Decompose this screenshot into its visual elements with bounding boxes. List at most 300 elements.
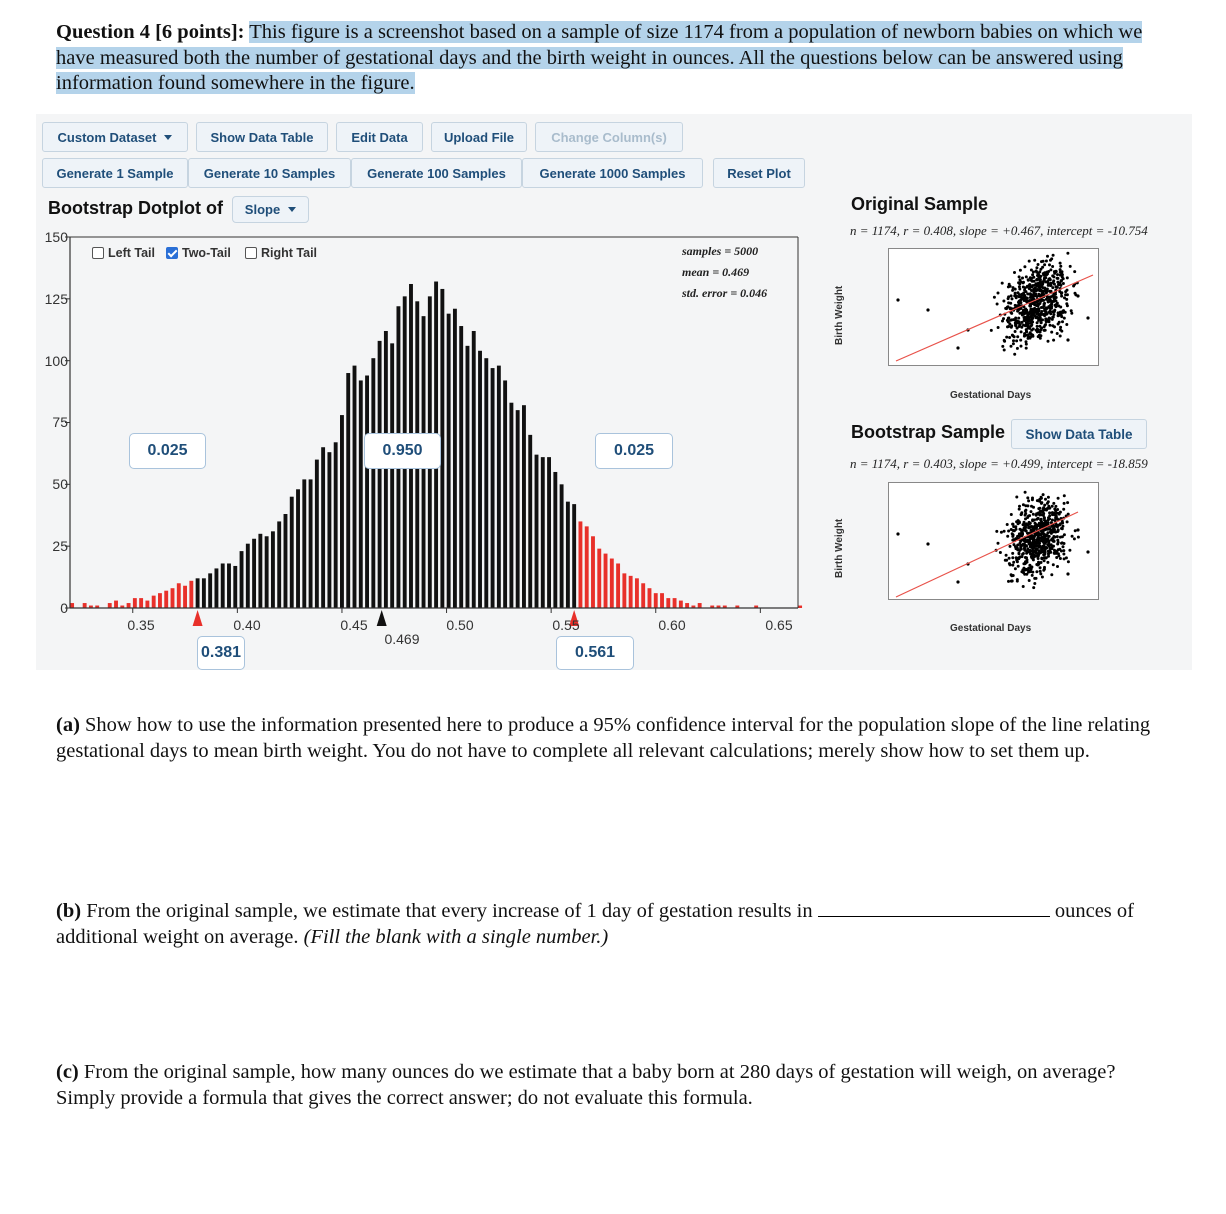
- question-intro-text: This figure is a screenshot based on a sample of size 1174 from a population of newborn babies on which we have measured both the number of gestational days and the birth weight in ounces. All the questions below can be answered using information found somewhere in the figure.: [56, 21, 1143, 94]
- reset-plot-button[interactable]: Reset Plot: [713, 158, 805, 188]
- scatter-point: [1010, 318, 1013, 321]
- scatter-point: [1010, 312, 1013, 315]
- scatter-point: [926, 308, 929, 311]
- scatter-point: [1056, 277, 1059, 280]
- scatter-point: [1022, 552, 1025, 555]
- scatter-point: [1036, 325, 1039, 328]
- scatter-point: [1056, 530, 1059, 533]
- generate-1000-samples-button[interactable]: Generate 1000 Samples: [522, 158, 703, 188]
- x-tick-label: 0.60: [658, 617, 686, 633]
- scatter-point: [1020, 345, 1023, 348]
- scatter-point: [1006, 325, 1009, 328]
- bootstrap-show-data-table-button[interactable]: Show Data Table: [1011, 419, 1147, 449]
- center-bar: [566, 502, 570, 608]
- center-bar: [246, 544, 250, 608]
- scatter-point: [1077, 536, 1080, 539]
- lower-cutoff-marker-icon: [193, 610, 203, 626]
- samples-count: samples = 5000: [682, 244, 759, 258]
- scatter-point: [1029, 337, 1032, 340]
- scatter-point: [1063, 557, 1066, 560]
- generate-10-samples-button[interactable]: Generate 10 Samples: [188, 158, 351, 188]
- scatter-point: [1060, 315, 1063, 318]
- scatter-point: [1054, 517, 1057, 520]
- scatter-point: [1031, 298, 1034, 301]
- scatter-point: [1030, 315, 1033, 318]
- scatter-point: [1062, 553, 1065, 556]
- scatter-point: [896, 532, 899, 535]
- center-bar: [296, 489, 300, 608]
- generate-1-sample-button[interactable]: Generate 1 Sample: [42, 158, 188, 188]
- scatter-point: [1047, 496, 1050, 499]
- scatter-point: [1063, 494, 1066, 497]
- scatter-point: [1086, 550, 1089, 553]
- scatter-point: [1018, 288, 1021, 291]
- scatter-point: [1038, 270, 1041, 273]
- scatter-point: [1053, 309, 1056, 312]
- scatter-point: [1001, 282, 1004, 285]
- scatter-point: [1059, 536, 1062, 539]
- scatter-point: [1005, 336, 1008, 339]
- x-tick-label: 0.35: [127, 617, 155, 633]
- scatter-point: [1000, 531, 1003, 534]
- center-bar: [359, 380, 363, 608]
- scatter-point: [1056, 332, 1059, 335]
- two-tail-checkbox[interactable]: [166, 247, 178, 259]
- scatter-point: [1045, 306, 1048, 309]
- scatter-point: [1055, 285, 1058, 288]
- scatter-point: [1060, 292, 1063, 295]
- scatter-point: [1043, 517, 1046, 520]
- center-bar: [466, 346, 470, 608]
- part-c: [56, 1060, 1172, 1111]
- scatter-point: [1017, 322, 1020, 325]
- tail-bar: [177, 583, 181, 608]
- scatter-point: [1043, 568, 1046, 571]
- scatter-point: [1055, 303, 1058, 306]
- scatter-point: [1029, 309, 1032, 312]
- scatter-point: [1035, 266, 1038, 269]
- scatter-point: [1073, 270, 1076, 273]
- scatter-point: [1027, 333, 1030, 336]
- scatter-point: [1045, 546, 1048, 549]
- scatter-point: [1011, 297, 1014, 300]
- scatter-point: [1030, 510, 1033, 513]
- show-data-table-button[interactable]: Show Data Table: [196, 122, 328, 152]
- tail-bar: [604, 554, 608, 608]
- scatter-point: [1027, 300, 1030, 303]
- scatter-point: [1010, 345, 1013, 348]
- scatter-point: [1007, 301, 1010, 304]
- part-b-text-1: From the original sample, we estimate that every increase of 1 day of gestation results in: [86, 900, 813, 922]
- middle-proportion-box[interactable]: 0.950: [364, 433, 441, 469]
- part-b-answer-blank[interactable]: [818, 902, 1050, 917]
- center-bar: [309, 479, 313, 608]
- scatter-point: [1038, 507, 1041, 510]
- tail-bar: [798, 606, 802, 608]
- scatter-point: [1010, 528, 1013, 531]
- scatter-point: [1042, 306, 1045, 309]
- scatter-point: [1018, 552, 1021, 555]
- center-bar: [290, 497, 294, 608]
- part-b: [56, 899, 1172, 950]
- y-tick-label: 100: [44, 353, 68, 369]
- scatter-point: [1043, 559, 1046, 562]
- scatter-point: [1033, 259, 1036, 262]
- scatter-point: [1041, 318, 1044, 321]
- scatter-point: [1050, 573, 1053, 576]
- scatter-point: [1044, 498, 1047, 501]
- scatter-point: [1017, 303, 1020, 306]
- scatter-point: [1032, 291, 1035, 294]
- tail-bar: [164, 591, 168, 608]
- scatter-point: [1066, 252, 1069, 255]
- scatter-point: [1059, 557, 1062, 560]
- scatter-point: [1037, 555, 1040, 558]
- scatter-point: [1042, 493, 1045, 496]
- scatter-point: [1012, 574, 1015, 577]
- center-bar: [528, 435, 532, 608]
- original-sample-stats: n = 1174, r = 0.408, slope = +0.467, intercept = -10.754: [850, 223, 1148, 238]
- scatter-point: [1031, 273, 1034, 276]
- scatter-point: [1066, 289, 1069, 292]
- scatter-point: [1039, 570, 1042, 573]
- left-tail-checkbox[interactable]: [92, 247, 104, 259]
- scatter-point: [1028, 564, 1031, 567]
- scatter-point: [1046, 318, 1049, 321]
- scatter-point: [1028, 521, 1031, 524]
- scatter-point: [956, 580, 959, 583]
- center-bar: [321, 447, 325, 608]
- tail-bar: [139, 598, 143, 608]
- scatter-point: [1059, 335, 1062, 338]
- scatter-point: [1019, 528, 1022, 531]
- scatter-point: [1055, 556, 1058, 559]
- scatter-point: [1046, 537, 1049, 540]
- scatter-point: [1023, 332, 1026, 335]
- scatter-point: [1037, 263, 1040, 266]
- scatter-point: [1020, 513, 1023, 516]
- part-a-label: (a): [56, 714, 80, 736]
- scatter-point: [1059, 306, 1062, 309]
- scatter-point: [1011, 533, 1014, 536]
- scatter-point: [1052, 275, 1055, 278]
- scatter-point: [1051, 505, 1054, 508]
- scatter-point: [1040, 496, 1043, 499]
- scatter-point: [1066, 520, 1069, 523]
- center-bar: [202, 578, 206, 608]
- scatter-point: [1012, 523, 1015, 526]
- center-bar: [572, 504, 576, 608]
- center-bar: [371, 358, 375, 608]
- scatter-point: [1070, 309, 1073, 312]
- scatter-point: [1052, 512, 1055, 515]
- y-tick-label: 75: [52, 414, 68, 430]
- tail-bar: [108, 603, 112, 608]
- scatter-point: [1002, 300, 1005, 303]
- scatter-point: [1039, 551, 1042, 554]
- scatter-point: [1045, 260, 1048, 263]
- scatter-point: [1045, 556, 1048, 559]
- scatter-point: [1007, 530, 1010, 533]
- scatter-point: [1012, 561, 1015, 564]
- center-bar: [384, 331, 388, 608]
- center-bar: [221, 563, 225, 608]
- scatter-point: [1049, 295, 1052, 298]
- scatter-point: [1046, 255, 1049, 258]
- tail-bar: [679, 601, 683, 608]
- scatter-point: [1066, 293, 1069, 296]
- scatter-point: [1045, 534, 1048, 537]
- y-tick-label: 125: [44, 291, 68, 307]
- tail-bar: [685, 603, 689, 608]
- scatter-point: [1015, 339, 1018, 342]
- scatter-point: [1018, 505, 1021, 508]
- scatter-point: [1086, 316, 1089, 319]
- scatter-point: [1051, 324, 1054, 327]
- question-label: Question 4 [6 points]:: [56, 21, 245, 43]
- scatter-point: [956, 346, 959, 349]
- scatter-point: [1017, 565, 1020, 568]
- center-bar: [541, 457, 545, 608]
- center-bar: [240, 551, 244, 608]
- scatter-point: [1039, 566, 1042, 569]
- lower-cutoff-box[interactable]: 0.381: [197, 636, 245, 670]
- scatter-point: [1049, 259, 1052, 262]
- scatter-point: [1060, 295, 1063, 298]
- scatter-point: [1035, 518, 1038, 521]
- center-bar: [284, 514, 288, 608]
- scatter-point: [1046, 561, 1049, 564]
- scatter-point: [1038, 500, 1041, 503]
- scatter-point: [1008, 557, 1011, 560]
- scatter-point: [1029, 545, 1032, 548]
- scatter-point: [1072, 285, 1075, 288]
- tail-bar: [629, 576, 633, 608]
- center-bar: [453, 309, 457, 608]
- scatter-point: [1049, 324, 1052, 327]
- scatter-point: [1032, 555, 1035, 558]
- center-bar: [516, 410, 520, 608]
- scatter-point: [1003, 530, 1006, 533]
- scatter-point: [1024, 512, 1027, 515]
- center-bar: [265, 536, 269, 608]
- tail-bar: [578, 521, 582, 608]
- right-tail-option[interactable]: [245, 246, 317, 260]
- scatter-point: [1016, 548, 1019, 551]
- scatter-point: [1074, 529, 1077, 532]
- scatter-point: [1052, 300, 1055, 303]
- scatter-point: [1016, 335, 1019, 338]
- tail-bar: [591, 536, 595, 608]
- center-bar: [196, 578, 200, 608]
- scatter-point: [1045, 298, 1048, 301]
- scatter-point: [1022, 324, 1025, 327]
- scatter-point: [1030, 505, 1033, 508]
- tail-bar: [171, 588, 175, 608]
- scatter-point: [1040, 294, 1043, 297]
- center-bar: [491, 368, 495, 608]
- scatter-point: [1010, 580, 1013, 583]
- y-tick-label: 0: [60, 600, 68, 616]
- scatter-point: [1015, 496, 1018, 499]
- scatter-point: [1035, 295, 1038, 298]
- scatter-point: [1066, 338, 1069, 341]
- tail-bar: [673, 598, 677, 608]
- center-bar: [214, 568, 218, 608]
- center-bar: [560, 484, 564, 608]
- scatter-point: [1014, 288, 1017, 291]
- upload-file-button[interactable]: Upload File: [431, 122, 527, 152]
- scatter-point: [1014, 567, 1017, 570]
- scatter-point: [1073, 537, 1076, 540]
- scatter-point: [999, 551, 1002, 554]
- scatter-point: [1012, 538, 1015, 541]
- center-bar: [390, 343, 394, 608]
- scatter-point: [1017, 557, 1020, 560]
- scatter-point: [1024, 491, 1027, 494]
- scatter-point: [1019, 278, 1022, 281]
- scatter-point: [1061, 310, 1064, 313]
- scatter-point: [1031, 497, 1034, 500]
- scatter-point: [1056, 273, 1059, 276]
- scatter-point: [1003, 349, 1006, 352]
- scatter-point: [1059, 326, 1062, 329]
- tail-bar: [610, 559, 614, 608]
- scatter-point: [1031, 318, 1034, 321]
- scatter-point: [997, 292, 1000, 295]
- scatter-point: [1050, 303, 1053, 306]
- scatter-point: [1027, 278, 1030, 281]
- generate-100-samples-button[interactable]: Generate 100 Samples: [351, 158, 522, 188]
- center-bar: [478, 351, 482, 608]
- center-bar: [440, 289, 444, 608]
- center-bar: [315, 460, 319, 608]
- scatter-point: [1044, 310, 1047, 313]
- scatter-point: [1023, 265, 1026, 268]
- scatter-point: [1048, 317, 1051, 320]
- edit-data-button[interactable]: Edit Data: [336, 122, 423, 152]
- center-bar: [327, 452, 331, 608]
- scatter-point: [1028, 260, 1031, 263]
- scatter-point: [1062, 282, 1065, 285]
- left-tail-proportion-box[interactable]: 0.025: [129, 433, 206, 469]
- scatter-point: [1031, 542, 1034, 545]
- bootstrap-sample-stats: n = 1174, r = 0.403, slope = +0.499, intercept = -18.859: [850, 456, 1148, 471]
- scatter-point: [1048, 263, 1051, 266]
- scatter-point: [1002, 317, 1005, 320]
- center-bar: [271, 531, 275, 608]
- scatter-point: [1025, 529, 1028, 532]
- center-bar: [459, 326, 463, 608]
- scatter-point: [1049, 550, 1052, 553]
- change-columns-button[interactable]: Change Column(s): [535, 122, 683, 152]
- scatter-point: [1027, 326, 1030, 329]
- upper-cutoff-box[interactable]: 0.561: [556, 636, 634, 670]
- scatter-point: [1040, 518, 1043, 521]
- original-x-label: Gestational Days: [950, 390, 1032, 401]
- scatter-point: [1022, 585, 1025, 588]
- center-bar: [277, 521, 281, 608]
- left-tail-label: Left Tail: [108, 246, 155, 260]
- scatter-point: [1014, 330, 1017, 333]
- bootstrap-scatter-frame: [889, 483, 1099, 600]
- bootstrap-sample-title: Bootstrap Sample: [851, 422, 1006, 442]
- two-tail-option[interactable]: [166, 246, 231, 260]
- bootstrap-scatterplot: [888, 482, 1100, 602]
- scatter-point: [1013, 353, 1016, 356]
- center-bar: [535, 455, 539, 608]
- scatter-point: [1010, 294, 1013, 297]
- scatter-point: [1034, 311, 1037, 314]
- scatter-point: [1053, 283, 1056, 286]
- tail-bar: [648, 588, 652, 608]
- scatter-point: [1028, 579, 1031, 582]
- scatter-point: [1035, 577, 1038, 580]
- scatter-point: [1028, 526, 1031, 529]
- scatter-point: [1011, 564, 1014, 567]
- scatter-point: [1017, 317, 1020, 320]
- scatter-point: [1014, 292, 1017, 295]
- scatter-point: [1055, 552, 1058, 555]
- scatter-point: [1033, 303, 1036, 306]
- scatter-point: [1058, 548, 1061, 551]
- scatter-point: [1038, 318, 1041, 321]
- right-tail-proportion-box[interactable]: 0.025: [595, 433, 673, 469]
- center-bar: [547, 457, 551, 608]
- tail-bar: [622, 573, 626, 608]
- scatter-point: [997, 542, 1000, 545]
- scatter-point: [1032, 527, 1035, 530]
- scatter-point: [1070, 312, 1073, 315]
- scatter-point: [1039, 572, 1042, 575]
- scatter-point: [1039, 545, 1042, 548]
- scatter-point: [1025, 347, 1028, 350]
- scatter-point: [1052, 295, 1055, 298]
- scatter-point: [1018, 325, 1021, 328]
- center-bar: [509, 403, 513, 608]
- left-tail-option[interactable]: [92, 246, 155, 260]
- scatter-point: [1015, 296, 1018, 299]
- center-bar: [365, 376, 369, 608]
- scatter-point: [1031, 519, 1034, 522]
- standard-error: std. error = 0.046: [682, 286, 768, 300]
- scatter-point: [1030, 269, 1033, 272]
- scatter-point: [1061, 320, 1064, 323]
- right-tail-checkbox[interactable]: [245, 247, 257, 259]
- scatter-point: [1014, 321, 1017, 324]
- center-bar: [484, 358, 488, 608]
- scatter-point: [1046, 531, 1049, 534]
- scatter-point: [1039, 334, 1042, 337]
- scatter-point: [1043, 508, 1046, 511]
- scatter-point: [1014, 525, 1017, 528]
- scatter-point: [1030, 333, 1033, 336]
- scatter-point: [1037, 307, 1040, 310]
- scatter-point: [1068, 549, 1071, 552]
- center-bar: [522, 405, 526, 608]
- scatter-point: [1018, 312, 1021, 315]
- scatter-point: [1059, 265, 1062, 268]
- scatter-point: [1065, 302, 1068, 305]
- scatter-point: [1015, 528, 1018, 531]
- scatter-point: [1024, 517, 1027, 520]
- part-a: [56, 713, 1172, 764]
- part-b-text-2: ounces of additional weight on average.: [56, 900, 1134, 948]
- scatter-point: [1062, 545, 1065, 548]
- scatter-point: [1038, 542, 1041, 545]
- scatter-point: [1004, 307, 1007, 310]
- center-bar: [553, 472, 557, 608]
